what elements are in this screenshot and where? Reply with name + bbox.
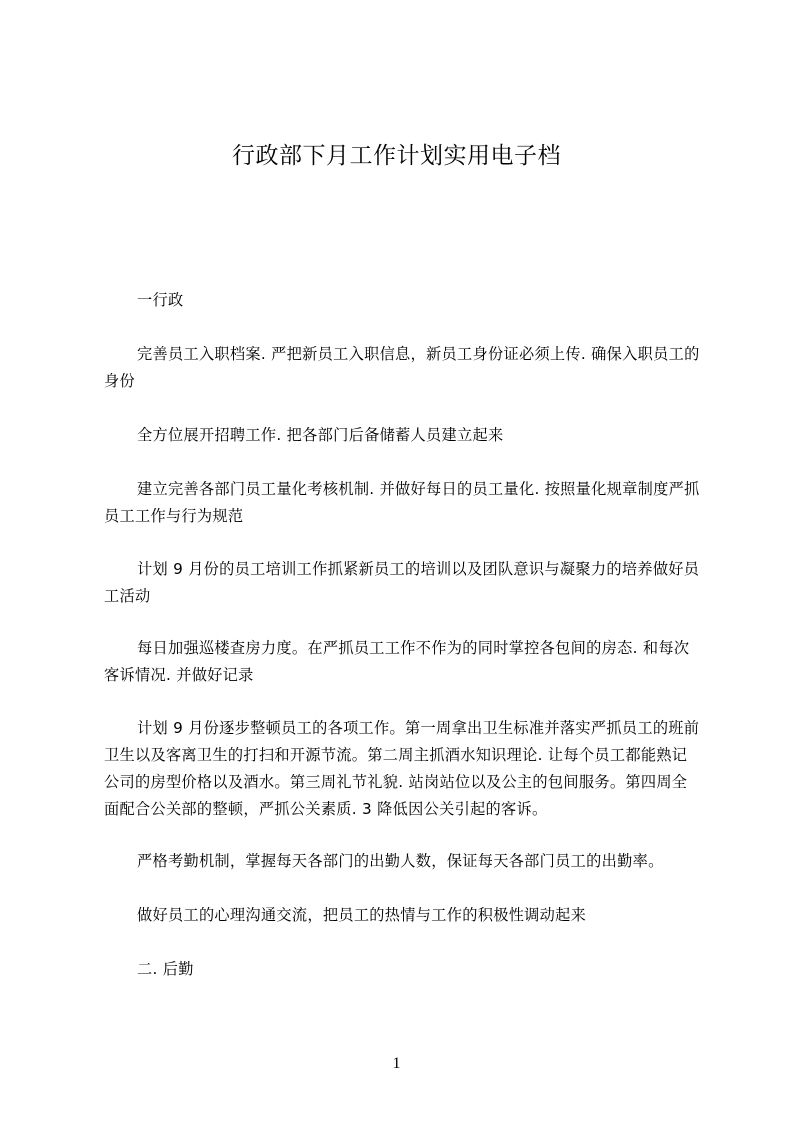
- paragraph-monthly-plan: 计划 9 月份逐步整顿员工的各项工作。第一周拿出卫生标准并落实严抓员工的班前卫生以及客离卫生的打扫和开源节流。第二周主抓酒水知识理论. 让每个员工都能熟记公司的房型价格以及酒水。第三周礼节礼貌. 站岗站位以及公主的包间服务。第四周全面配合公关部的整顿，严抓公关素质. 3 降低因公关引起的客诉。: [104, 719, 700, 818]
- paragraph-assessment: 建立完善各部门员工量化考核机制. 并做好每日的员工量化. 按照量化规章制度严抓员工工作与行为规范: [104, 480, 700, 525]
- document-title: 行政部下月工作计划实用电子档: [232, 143, 561, 169]
- paragraph-onboarding-files: 完善员工入职档案. 严把新员工入职信息，新员工身份证必须上传. 确保入职员工的身份: [104, 345, 700, 390]
- paragraph-attendance: 严格考勤机制，掌握每天各部门的出勤人数，保证每天各部门员工的出勤率。: [137, 852, 664, 870]
- paragraph-recruitment: 全方位展开招聘工作. 把各部门后备储蓄人员建立起来: [137, 426, 504, 444]
- section-heading-logistics: 二. 后勤: [137, 960, 194, 978]
- paragraph-communication: 做好员工的心理沟通交流，把员工的热情与工作的积极性调动起来: [137, 906, 587, 924]
- section-heading-administration: 一行政: [137, 291, 184, 309]
- paragraph-training: 计划 9 月份的员工培训工作抓紧新员工的培训以及团队意识与凝聚力的培养做好员工活动: [104, 560, 700, 605]
- page-number: 1: [392, 1055, 401, 1072]
- paragraph-inspection: 每日加强巡楼查房力度。在严抓员工工作不作为的同时掌控各包间的房态. 和每次客诉情况. 并做好记录: [104, 639, 690, 684]
